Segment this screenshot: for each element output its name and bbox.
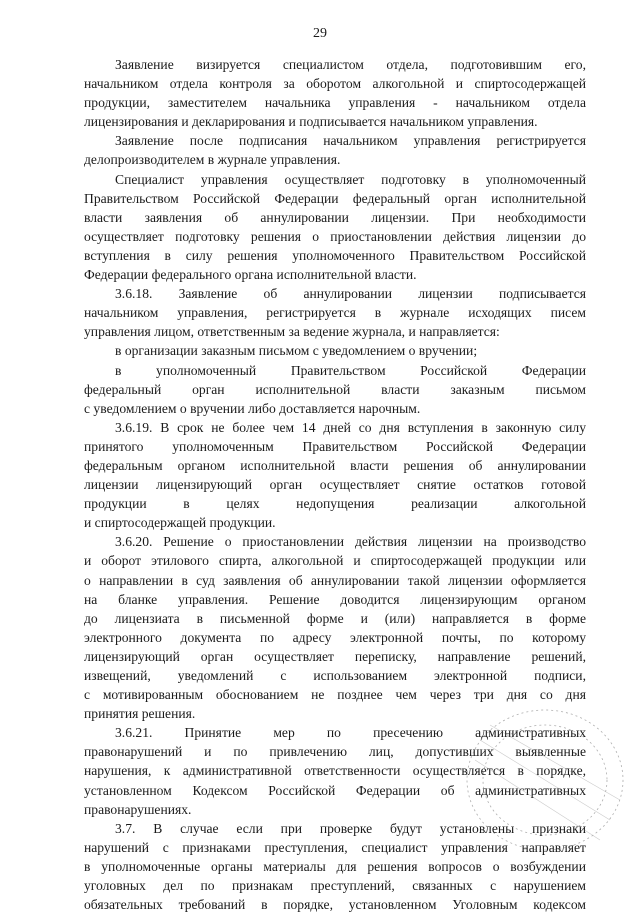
text-line — [84, 513, 586, 532]
line-text: лицензирующий орган осуществляет переписку, направление решений, — [84, 648, 586, 664]
text-line — [84, 341, 586, 360]
line-text: Заявление визируется специалистом отдела, подготовившим его, — [115, 57, 586, 72]
line-text: 3.6.20. Решение о приостановлении действия лицензии на производство — [115, 534, 586, 550]
text-line — [84, 704, 586, 723]
line-text: управления лицом, ответственным за ведение журнала, и направляется: — [84, 324, 500, 340]
text-line — [84, 265, 586, 284]
text-line — [84, 112, 586, 131]
document-body — [84, 55, 586, 914]
line-text: делопроизводителем в журнале управления. — [84, 152, 341, 168]
text-line — [84, 761, 586, 780]
line-text: лицензирования и декларирования и подписывается начальником управления. — [84, 114, 538, 130]
text-line — [84, 246, 586, 265]
text-line — [84, 857, 586, 876]
line-text: электронного документа по адресу электронной почты, по которому — [84, 629, 586, 645]
text-line — [84, 666, 586, 685]
line-text: 3.7. В случае если при проверке будут установлены признаки — [115, 820, 586, 836]
line-text: в уполномоченный Правительством Российской Федерации — [115, 362, 586, 378]
text-line — [84, 284, 586, 303]
line-text: осуществляет подготовку решения о приостановлении действия лицензии до — [84, 228, 586, 244]
line-text: нарушения, к административной ответственности осуществляется в порядке, — [84, 763, 586, 779]
line-text: с уведомлением о вручении либо доставляется нарочным. — [84, 400, 421, 416]
line-text: продукции в целях недопущения реализации алкогольной — [84, 496, 586, 512]
text-line — [84, 361, 586, 380]
text-line — [84, 876, 586, 895]
line-text: до лицензиата в письменной форме и (или) направляется в форме — [84, 610, 586, 626]
line-text: федеральным органом исполнительной власти решения об аннулировании — [84, 457, 586, 473]
page-number: 29 — [313, 26, 327, 41]
line-text: правонарушений и по привлечению лиц, допустивших выявленные — [84, 744, 586, 760]
text-line — [84, 93, 586, 112]
text-line — [84, 551, 586, 570]
line-text: Правительством Российской Федерации федеральный орган исполнительной — [84, 190, 586, 206]
text-line — [84, 647, 586, 666]
line-text: в уполномоченные органы материалы для решения вопросов о возбуждении — [84, 858, 586, 874]
line-text: начальником управления, регистрируется в журнале исходящих писем — [84, 305, 586, 321]
line-text: власти заявления об аннулировании лицензии. При необходимости — [84, 209, 586, 225]
line-text: уголовных дел по признакам преступлений, связанных с нарушением — [84, 878, 586, 894]
line-text: принятого уполномоченным Правительством Российской Федерации — [84, 438, 586, 454]
text-line — [84, 208, 586, 227]
line-text: лицензии лицензирующий орган осуществляет снятие остатков готовой — [84, 477, 586, 493]
line-text: Федерации федерального органа исполнительной власти. — [84, 267, 417, 283]
text-line — [84, 74, 586, 93]
text-line — [84, 609, 586, 628]
text-line — [84, 55, 586, 74]
line-text: продукции, заместителем начальника управления - начальником отдела — [84, 95, 586, 111]
text-line — [84, 532, 586, 551]
text-line — [84, 742, 586, 761]
text-line — [84, 189, 586, 208]
line-text: вступления в силу решения уполномоченного Правительством Российской — [84, 247, 586, 263]
text-line — [84, 475, 586, 494]
line-text: в организации заказным письмом с уведомлением о вручении; — [115, 343, 478, 359]
text-line — [84, 399, 586, 418]
text-line — [84, 590, 586, 609]
line-text: Заявление после подписания начальником управления регистрируется — [115, 133, 586, 149]
line-text: 3.6.18. Заявление об аннулировании лицензии подписывается — [115, 286, 586, 302]
line-text: правонарушениях. — [84, 801, 192, 817]
text-line — [84, 322, 586, 341]
text-line — [84, 418, 586, 437]
text-line — [84, 494, 586, 513]
line-text: с мотивированным обоснованием не позднее чем через три дня со дня — [84, 687, 586, 703]
text-line — [84, 819, 586, 838]
text-line — [84, 380, 586, 399]
line-text: и спиртосодержащей продукции. — [84, 515, 276, 531]
text-line — [84, 723, 586, 742]
text-line — [84, 437, 586, 456]
text-line — [84, 456, 586, 475]
text-line — [84, 628, 586, 647]
text-line — [84, 131, 586, 150]
text-line — [84, 303, 586, 322]
line-text: федеральный орган исполнительной власти заказным письмом — [84, 381, 586, 397]
line-text: 3.6.21. Принятие мер по пресечению административных — [115, 725, 586, 741]
line-text: принятия решения. — [84, 706, 196, 722]
line-text: 3.6.19. В срок не более чем 14 дней со дня вступления в законную силу — [115, 419, 586, 435]
line-text: установленном Кодексом Российской Федерации об административных — [84, 782, 586, 798]
line-text: извещений, уведомлений с использованием электронной подписи, — [84, 668, 586, 683]
text-line — [84, 838, 586, 857]
line-text: нарушений с признаками преступления, специалист управления направляет — [84, 839, 586, 855]
line-text: и оборот этилового спирта, алкогольной и спиртосодержащей продукции или — [84, 553, 586, 569]
text-line — [84, 685, 586, 704]
line-text: обязательных требований в порядке, установленном Уголовным кодексом — [84, 897, 586, 913]
line-text: о направлении в суд заявления об аннулировании такой лицензии оформляется — [84, 572, 586, 588]
line-text: на бланке управления. Решение доводится лицензирующим органом — [84, 591, 586, 607]
text-line — [84, 227, 586, 246]
text-line — [84, 571, 586, 590]
text-line — [84, 170, 586, 189]
line-text: Специалист управления осуществляет подготовку в уполномоченный — [115, 171, 586, 187]
line-text: начальником отдела контроля за оборотом алкогольной и спиртосодержащей — [84, 76, 586, 92]
text-line — [84, 800, 586, 819]
text-line — [84, 781, 586, 800]
text-line — [84, 150, 586, 169]
